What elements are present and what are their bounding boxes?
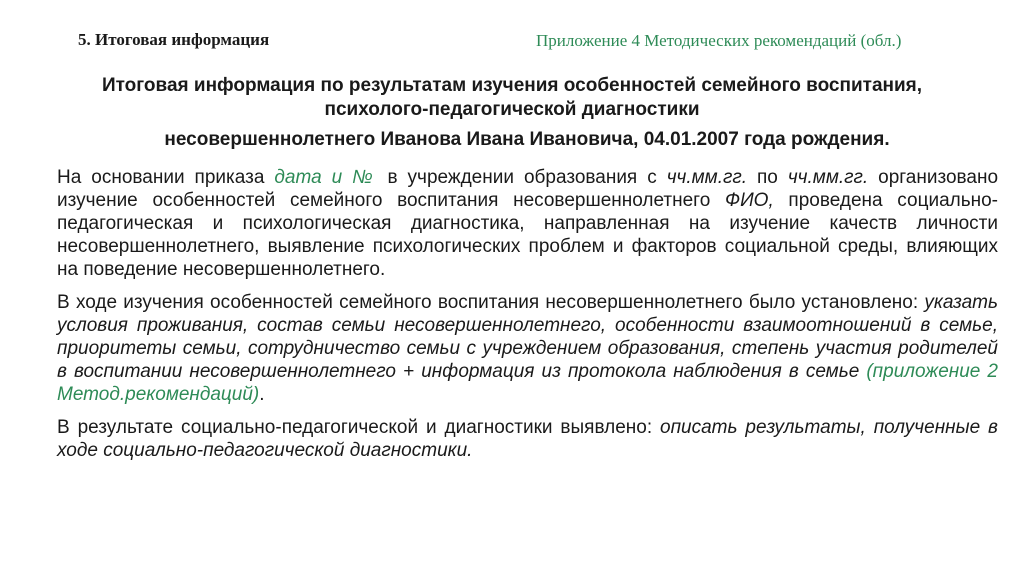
paragraph-basis <box>57 166 998 281</box>
paragraph-findings <box>57 291 998 406</box>
fio-placeholder: ФИО, <box>724 190 774 211</box>
section-title: 5. Итоговая информация <box>78 30 270 49</box>
paragraph-results <box>57 416 998 462</box>
text-run: . <box>259 384 265 405</box>
subject-line: несовершеннолетнего Иванова Ивана Ивановича, 04.01.2007 года рождения. <box>164 129 890 150</box>
title-line-1: Итоговая информация по результатам изучения особенностей семейного воспитания, <box>101 75 923 96</box>
instructions-placeholder: указать условия проживания, состав семьи несовершеннолетнего, особенности взаимоотношений в семье, приоритеты семьи, сотрудничество семьи с учреждением образования, степень участия родителей в воспитании несовершеннолетнего + информация из протокола наблюдения в семье <box>57 292 998 382</box>
results-placeholder: описать результаты, полученные в ходе социально-педагогической диагностики. <box>57 417 998 461</box>
title-line-2: психолого-педагогической диагностики <box>324 99 700 120</box>
appendix-reference: Приложение 4 Методических рекомендаций (обл.) <box>536 31 902 50</box>
text-run: по <box>747 167 788 188</box>
text-run: в учреждении образования с <box>377 167 667 188</box>
date-from-placeholder: чч.мм.гг. <box>666 167 747 188</box>
date-to-placeholder: чч.мм.гг. <box>787 167 869 188</box>
text-run: В ходе изучения особенностей семейного воспитания несовершеннолетнего было установлено: <box>57 292 925 313</box>
document-title <box>0 74 1024 122</box>
appendix-link-text: (приложение 2 Метод.рекомендаций) <box>57 361 998 405</box>
date-number-placeholder: дата и № <box>274 167 378 188</box>
text-run: В результате социально-педагогической и диагностики выявлено: <box>57 417 661 438</box>
text-run: проведена социально-педагогическая и психологическая диагностика, направленная на изучение качеств личности несовершеннолетнего, выявление психологических проблем и факторов социальной среды, влияющих на поведение несовершеннолетнего. <box>57 190 999 280</box>
document-body <box>57 166 998 472</box>
text-run: организовано изучение особенностей семейного воспитания несовершеннолетнего <box>57 167 999 211</box>
text-run: На основании приказа <box>57 167 275 188</box>
